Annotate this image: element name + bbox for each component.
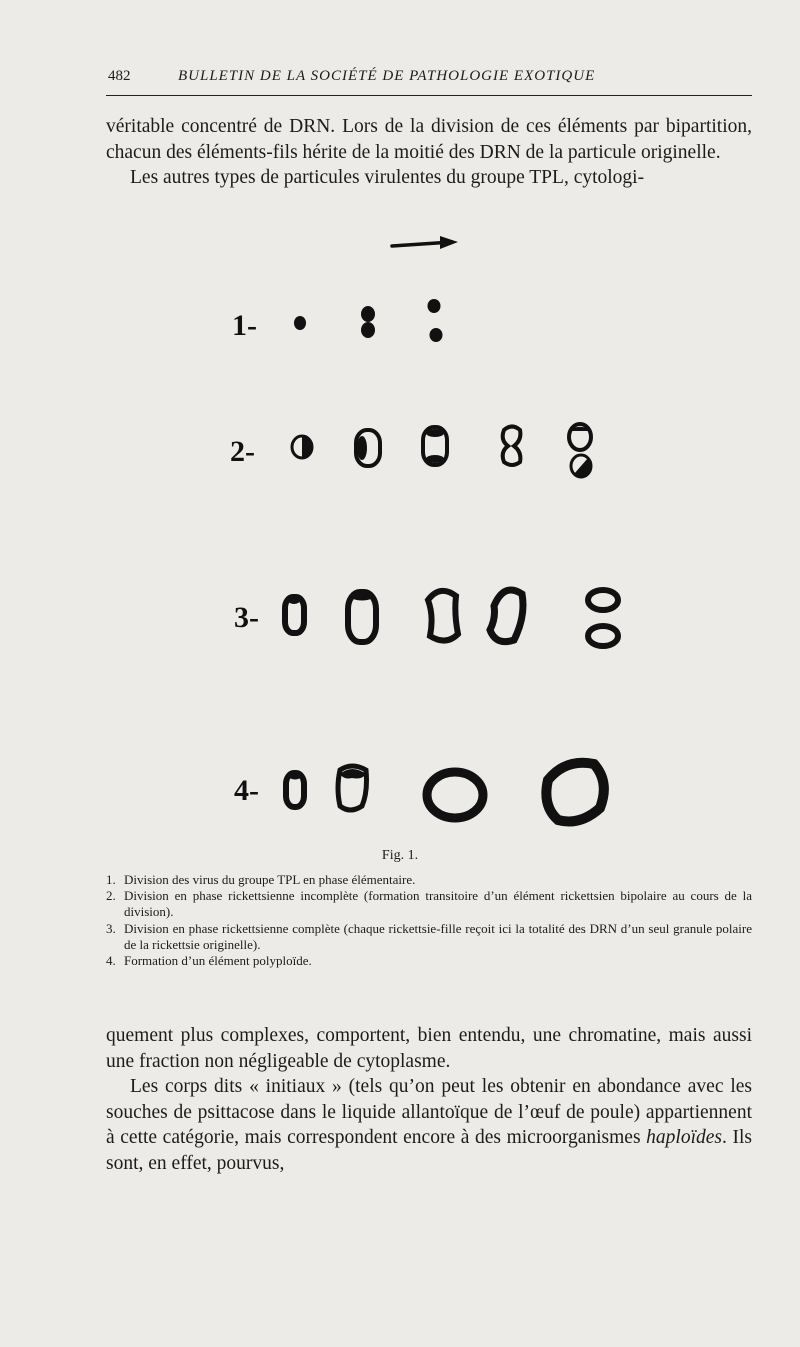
cell-shape [427,772,483,818]
caption-item-number: 4. [106,953,116,969]
paragraph: quement plus complexes, comportent, bien entendu, une chromatine, mais aussi une fraction non négligeable de cytoplasme. [106,1025,752,1072]
cell-shape [588,626,618,646]
caption-item-text: Formation d’un élément polyploïde. [124,953,312,969]
caption-item-text: Division en phase rickettsienne incomplète (formation transitoire d’un élément rickettsien bipolaire au cours de la division). [124,888,752,920]
row-label: 2- [230,435,255,468]
granule-shape [361,306,375,322]
caption-item [106,888,752,920]
caption-item-text: Division en phase rickettsienne complète (chaque rickettsie-fille reçoit ici la totalité des DRN d’un seul granule polaire de la rickettsie originelle). [124,920,752,952]
text-run: Les corps dits « initiaux » (tels qu’on peut les obtenir en abondance avec les souches de psittacose dans le liquide allantoïque de l’œuf de poule) appartiennent à cette catégorie, mais correspondent encore à des microorganismes [106,1076,752,1148]
caption-item [106,921,752,953]
text-run: . Ils sont, en effet, pourvus, [106,1127,753,1174]
italic-term: haploïdes [646,1127,723,1148]
paragraph: Les autres types de particules virulentes du groupe TPL, cytologi- [130,167,645,188]
direction-arrow-icon [392,236,458,249]
figure-caption-title: Fig. 1. [381,848,419,863]
row-label: 4- [234,774,259,807]
row-label: 1- [232,309,257,342]
caption-item [106,953,752,969]
granule-shape [288,596,300,604]
cell-shape [546,763,603,822]
paragraph: véritable concentré de DRN. Lors de la division de ces éléments par bipartition, chacun des éléments-fils hérite de la moitié des DRN de la particule originelle. [106,116,752,163]
paragraph [106,1074,752,1176]
row-4-shapes [286,763,604,822]
granule-shape [426,429,444,437]
granule-shape [430,328,443,342]
figure-caption [106,872,752,969]
row-1-shapes [294,299,443,342]
granule-shape [350,592,374,601]
granule-shape [426,455,444,463]
body-text-bottom [106,1023,752,1176]
row-label: 3- [234,601,259,634]
granule-shape [428,299,441,313]
caption-item-text: Division des virus du groupe TPL en phase élémentaire. [124,872,416,887]
caption-item [106,872,752,888]
cell-shape [503,427,521,466]
journal-title: BULLETIN DE LA SOCIÉTÉ DE PATHOLOGIE EXOTIQUE [178,68,596,84]
page-number: 482 [108,68,131,84]
caption-item-number: 1. [106,872,116,887]
cell-shape [588,590,618,610]
granule-shape [294,316,306,330]
row-2-shapes [292,424,591,477]
granule-shape [361,322,375,338]
caption-item-number: 3. [106,920,116,936]
caption-item-number: 2. [106,888,116,904]
granule-shape [357,436,367,460]
cell-shape [490,590,523,642]
row-3-shapes [285,590,618,646]
cell-shape [428,591,458,641]
granule-shape [289,773,301,780]
